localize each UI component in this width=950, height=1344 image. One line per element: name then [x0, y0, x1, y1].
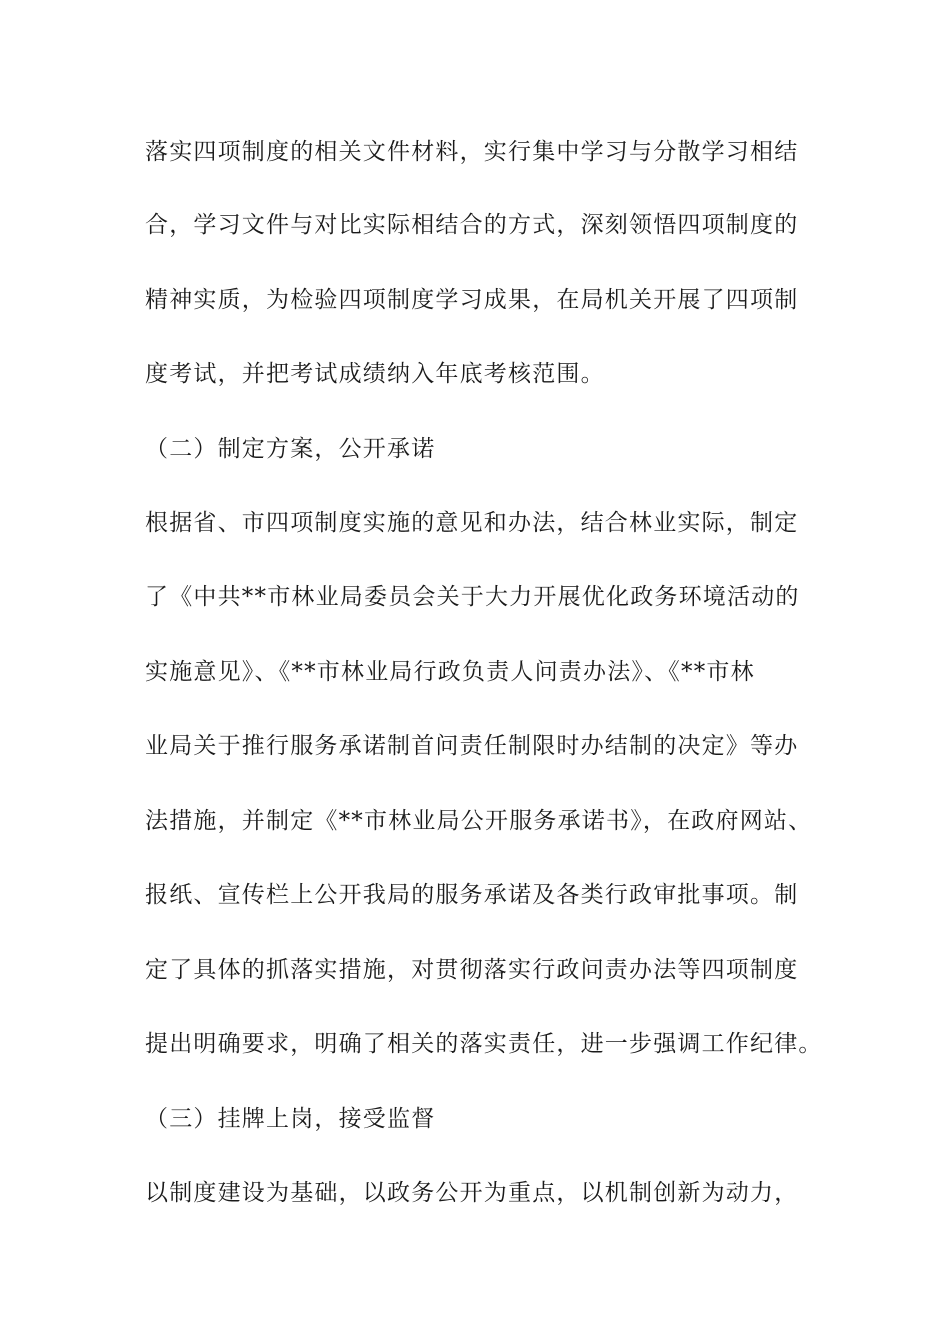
paragraph-line: 以制度建设为基础，以政务公开为重点，以机制创新为动力， — [145, 1180, 799, 1206]
paragraph-line: 根据省、市四项制度实施的意见和办法，结合林业实际，制定 — [145, 510, 799, 536]
paragraph-line: 报纸、宣传栏上公开我局的服务承诺及各类行政审批事项。制 — [145, 882, 799, 908]
paragraph-line: 精神实质，为检验四项制度学习成果，在局机关开展了四项制 — [145, 287, 799, 313]
paragraph-line: 提出明确要求，明确了相关的落实责任，进一步强调工作纪律。 — [145, 1031, 823, 1057]
paragraph-line: 业局关于推行服务承诺制首问责任制限时办结制的决定》等办 — [145, 733, 799, 759]
paragraph-line: 了《中共**市林业局委员会关于大力开展优化政务环境活动的 — [145, 584, 800, 610]
paragraph-line: 定了具体的抓落实措施，对贯彻落实行政问责办法等四项制度 — [145, 957, 799, 983]
paragraph-line: 落实四项制度的相关文件材料，实行集中学习与分散学习相结 — [145, 139, 799, 165]
paragraph-line: 合，学习文件与对比实际相结合的方式，深刻领悟四项制度的 — [145, 212, 799, 238]
paragraph-line: 度考试，并把考试成绩纳入年底考核范围。 — [145, 361, 605, 387]
paragraph-line: 实施意见》、《**市林业局行政负责人问责办法》、《**市林 — [145, 659, 755, 685]
section-heading: （三）挂牌上岗，接受监督 — [145, 1106, 436, 1132]
paragraph-line: 法措施，并制定《**市林业局公开服务承诺书》，在政府网站、 — [145, 808, 813, 834]
section-heading: （二）制定方案，公开承诺 — [145, 436, 436, 462]
